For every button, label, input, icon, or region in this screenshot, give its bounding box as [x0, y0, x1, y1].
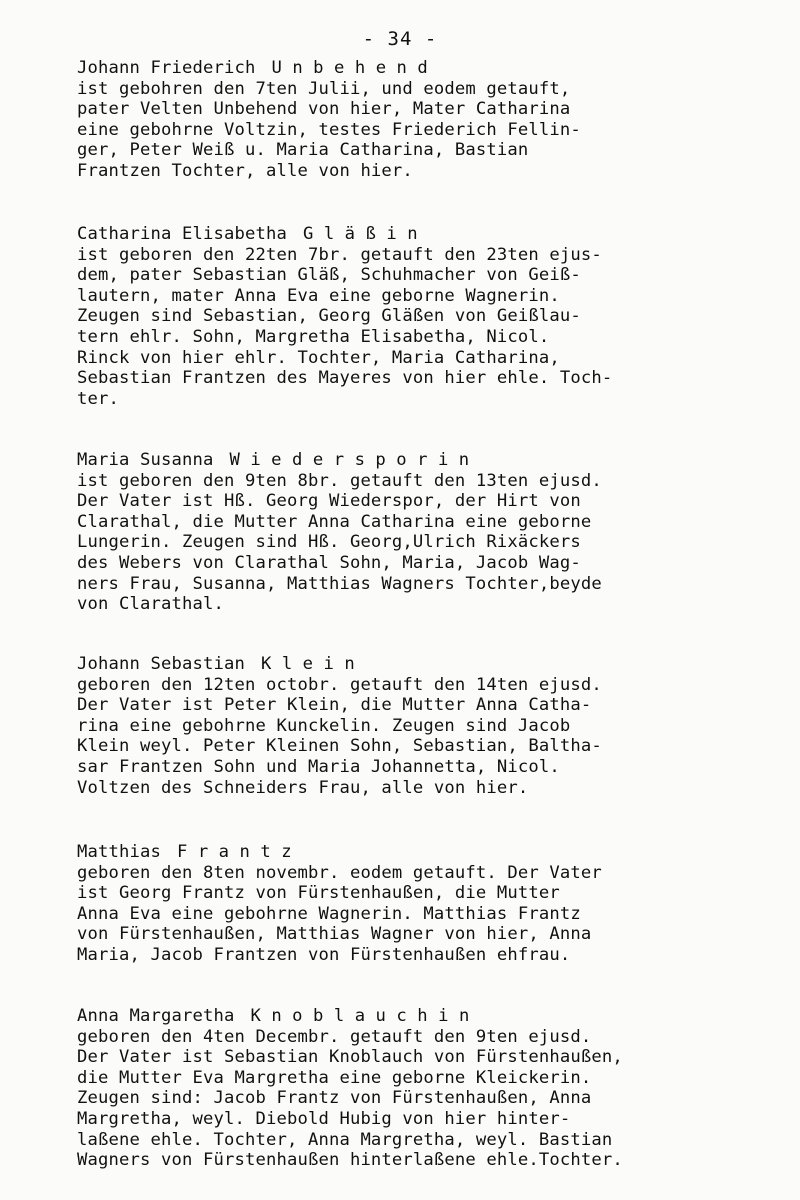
surname: Klein: [260, 654, 366, 674]
entry-text-line: lautern, mater Anna Eva eine geborne Wagnerin.: [77, 285, 560, 306]
entry-text-line: Klein weyl. Peter Kleinen Sohn, Sebastian, Baltha-: [77, 736, 602, 757]
entry-text-line: Maria, Jacob Frantzen von Fürstenhaußen ehfrau.: [77, 944, 571, 965]
entry-text-line: Clarathal, die Mutter Anna Catharina eine geborne: [77, 511, 592, 532]
surname: Unbehend: [271, 58, 439, 78]
entry-text-line: ist geboren den 9ten 8br. getauft den 13ten ejusd.: [77, 470, 602, 491]
entry-text-line: tern ehlr. Sohn, Margretha Elisabetha, Nicol.: [77, 326, 550, 347]
entry-wiedersporin: [77, 450, 602, 615]
entry-text-line: Zeugen sind Sebastian, Georg Gläßen von Geißlau-: [77, 306, 581, 327]
entry-text-line: rina eine gebohrne Kunckelin. Zeugen sind Jacob: [77, 715, 571, 736]
given-name: Anna Margaretha: [77, 1006, 235, 1026]
entry-name: [77, 58, 581, 79]
entry-text-line: eine gebohrne Voltzin, testes Friederich Fellin-: [77, 119, 581, 140]
surname: Gläßin: [302, 224, 429, 244]
entry-name: [77, 450, 602, 471]
entry-text-line: ter.: [77, 388, 119, 409]
entry-text-line: von Fürstenhaußen, Matthias Wagner von hier, Anna: [77, 924, 592, 945]
entry-text-line: Der Vater ist Hß. Georg Wiederspor, der Hirt von: [77, 491, 581, 512]
entry-text-line: ist geboren den 22ten 7br. getauft den 23ten ejus-: [77, 244, 602, 265]
entry-name: [77, 224, 612, 245]
entry-text-line: die Mutter Eva Margretha eine geborne Kleickerin.: [77, 1067, 592, 1088]
entry-unbehend: [77, 58, 581, 182]
entry-text-line: Sebastian Frantzen des Mayeres von hier ehle. Toch-: [77, 368, 613, 389]
entry-name: [77, 1006, 623, 1027]
entry-text-line: Der Vater ist Sebastian Knoblauch von Fürstenhaußen,: [77, 1047, 623, 1068]
entry-text-line: sar Frantzen Sohn und Maria Johannetta, Nicol.: [77, 756, 560, 777]
entry-text-line: laßene ehle. Tochter, Anna Margretha, weyl. Bastian: [77, 1129, 613, 1150]
entry-text-line: Der Vater ist Peter Klein, die Mutter Anna Catha-: [77, 695, 592, 716]
entry-text-line: geboren den 8ten novembr. eodem getauft. Der Vater: [77, 862, 602, 883]
entry-text-line: Anna Eva eine gebohrne Wagnerin. Matthias Frantz: [77, 903, 581, 924]
entry-text-line: Frantzen Tochter, alle von hier.: [77, 160, 413, 181]
entry-text-line: Wagners von Fürstenhaußen hinterlaßene ehle.Tochter.: [77, 1150, 623, 1171]
entry-glaessin: [77, 224, 612, 409]
given-name: Johann Sebastian: [77, 654, 245, 674]
entry-text-line: geboren den 4ten Decembr. getauft den 9ten ejusd.: [77, 1026, 592, 1047]
entry-text-line: Lungerin. Zeugen sind Hß. Georg,Ulrich Rixäckers: [77, 532, 581, 553]
entry-text-line: pater Velten Unbehend von hier, Mater Catharina: [77, 99, 571, 120]
entry-text-line: ist gebohren den 7ten Julii, und eodem getauft,: [77, 78, 571, 99]
entry-text-line: ist Georg Frantz von Fürstenhaußen, die Mutter: [77, 883, 560, 904]
surname: Wiedersporin: [229, 450, 480, 470]
entry-text-line: Margretha, weyl. Diebold Hubig von hier hinter-: [77, 1108, 571, 1129]
entry-text-line: Voltzen des Schneiders Frau, alle von hier.: [77, 777, 529, 798]
entry-klein: [77, 654, 602, 798]
entry-text-line: geboren den 12ten octobr. getauft den 14ten ejusd.: [77, 674, 602, 695]
given-name: Catharina Elisabetha: [77, 224, 287, 244]
entry-text-line: des Webers von Clarathal Sohn, Maria, Jacob Wag-: [77, 552, 581, 573]
entry-knoblauchin: [77, 1006, 623, 1171]
given-name: Maria Susanna: [77, 450, 214, 470]
entry-text-line: von Clarathal.: [77, 594, 224, 615]
surname: Frantz: [176, 842, 303, 862]
entry-text-line: dem, pater Sebastian Gläß, Schuhmacher von Geiß-: [77, 265, 581, 286]
entry-name: [77, 842, 602, 863]
entry-text-line: Rinck von hier ehlr. Tochter, Maria Catharina,: [77, 347, 560, 368]
entry-text-line: ger, Peter Weiß u. Maria Catharina, Bastian: [77, 140, 529, 161]
entry-text-line: Zeugen sind: Jacob Frantz von Fürstenhaußen, Anna: [77, 1088, 592, 1109]
entry-frantz: [77, 842, 602, 966]
given-name: Matthias: [77, 842, 161, 862]
entry-text-line: ners Frau, Susanna, Matthias Wagners Tochter,beyde: [77, 573, 602, 594]
page-number: - 34 -: [362, 28, 438, 50]
surname: Knoblauchin: [250, 1006, 480, 1026]
given-name: Johann Friederich: [77, 58, 256, 78]
entry-name: [77, 654, 602, 675]
